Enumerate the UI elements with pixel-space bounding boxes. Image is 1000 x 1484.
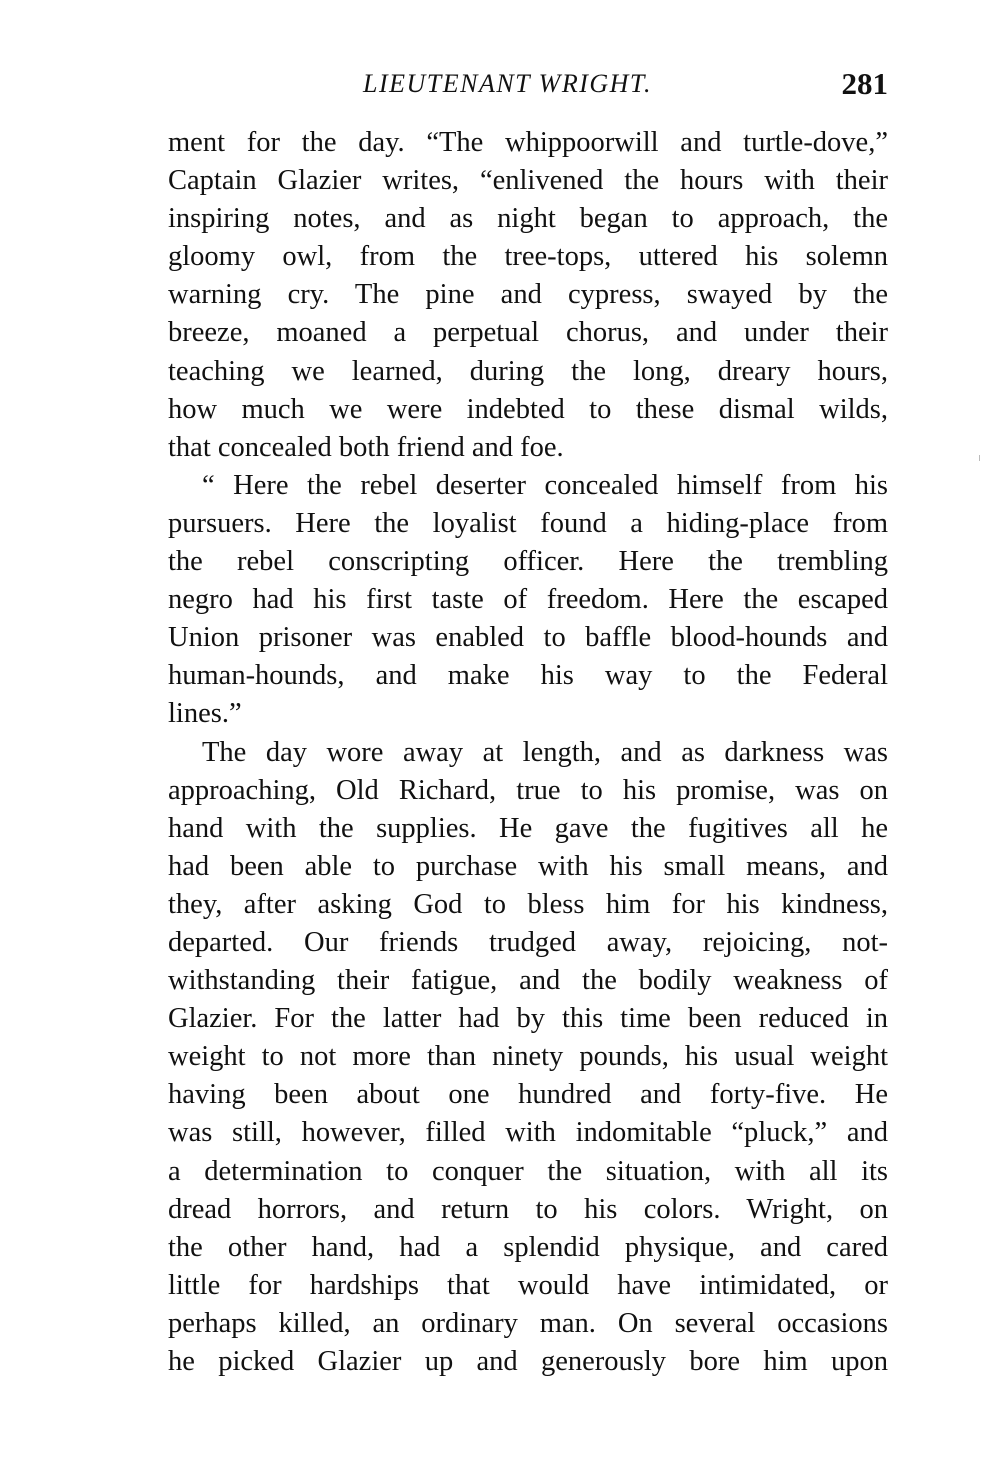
text-line: having been about one hundred and forty-five. He (168, 1079, 888, 1111)
text-line: withstanding their fatigue, and the bodily weakness of (168, 965, 888, 997)
text-line: warning cry. The pine and cypress, swayed by the (168, 279, 888, 311)
text-line: he picked Glazier up and generously bore him upon (168, 1346, 888, 1377)
text-line: pursuers. Here the loyalist found a hiding-place from (168, 507, 888, 539)
margin-mark (979, 455, 980, 461)
text-line: how much we were indebted to these dismal wilds, (168, 393, 888, 425)
text-line: human-hounds, and make his way to the Federal (168, 660, 888, 692)
text-line: negro had his first taste of freedom. Here the escaped (168, 584, 888, 616)
text-line: that concealed both friend and foe. (168, 431, 564, 463)
text-line: the other hand, had a splendid physique, and cared (168, 1231, 888, 1263)
text-line: little for hardships that would have intimidated, or (168, 1269, 888, 1301)
text-line: Union prisoner was enabled to baffle blood-hounds and (168, 622, 888, 654)
text-line: breeze, moaned a perpetual chorus, and under their (168, 317, 888, 349)
text-line: The day wore away at length, and as darkness was (202, 736, 888, 768)
text-line: had been able to purchase with his small means, and (168, 850, 888, 882)
text-line: approaching, Old Richard, true to his promise, was on (168, 774, 888, 806)
text-line: was still, however, filled with indomitable “pluck,” and (168, 1117, 888, 1149)
text-line: hand with the supplies. He gave the fugitives all he (168, 812, 888, 844)
text-line: lines.” (168, 698, 242, 730)
running-title: LIEUTENANT WRIGHT. (363, 69, 652, 98)
text-line: perhaps killed, an ordinary man. On several occasions (168, 1307, 888, 1339)
text-line: departed. Our friends trudged away, rejoicing, not- (168, 926, 888, 958)
text-line: they, after asking God to bless him for his kindness, (168, 888, 888, 920)
text-line: “ Here the rebel deserter concealed himself from his (202, 469, 888, 501)
text-line: Captain Glazier writes, “enlivened the hours with their (168, 165, 888, 197)
text-line: inspiring notes, and as night began to approach, the (168, 203, 888, 235)
text-line: gloomy owl, from the tree-tops, uttered his solemn (168, 241, 888, 273)
text-line: the rebel conscripting officer. Here the trembling (168, 546, 888, 578)
text-line: Glazier. For the latter had by this time been reduced in (168, 1003, 888, 1035)
running-head (168, 64, 888, 104)
text-line: dread horrors, and return to his colors. Wright, on (168, 1193, 888, 1225)
page-number: 281 (841, 66, 888, 101)
text-line: teaching we learned, during the long, dreary hours, (168, 355, 888, 387)
text-line: weight to not more than ninety pounds, his usual weight (168, 1041, 888, 1073)
text-line: ment for the day. “The whippoorwill and turtle-dove,” (168, 127, 888, 158)
body-text (168, 124, 888, 1381)
text-line: a determination to conquer the situation, with all its (168, 1155, 888, 1187)
